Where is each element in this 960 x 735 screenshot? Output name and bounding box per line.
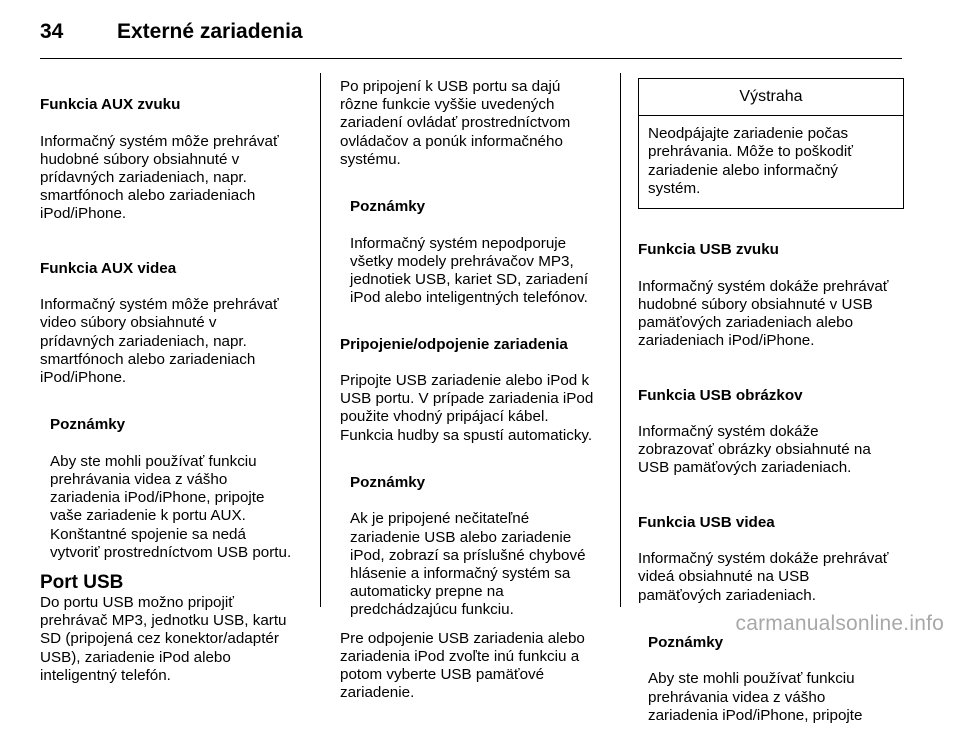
usb-audio-heading: Funkcia USB zvuku: [638, 241, 779, 259]
aux-audio-heading: Funkcia AUX zvuku: [40, 96, 181, 114]
note-text: Informačný systém nepodporuje všetky modely prehrávačov MP3, jednotiek USB, kariet SD, zariadení iPod alebo inteligentných telefónov.: [350, 234, 589, 307]
warning-box: [638, 78, 904, 209]
usb-audio-text: Informačný systém dokáže prehrávať hudobné súbory obsiahnuté v USB pamäťových zariadeniach alebo zariadeniach iPod/iPhone.: [638, 277, 889, 350]
page-header: [40, 18, 902, 58]
usb-video-heading: Funkcia USB videa: [638, 513, 775, 531]
usb-pictures-heading: Funkcia USB obrázkov: [638, 386, 803, 404]
note-heading: Poznámky: [648, 634, 724, 652]
note-text: Aby ste mohli používať funkciu prehrávania videa z vášho zariadenia iPod/iPhone, pripojte vaše zariadenie k portu AUX. Konštantné spojenie sa nedá vytvoriť prostredníctvom USB portu.: [50, 452, 292, 561]
aux-video-heading: Funkcia AUX videa: [40, 259, 177, 277]
usb-support-note: [350, 180, 606, 307]
connect-heading: Pripojenie/odpojenie zariadenia: [340, 335, 568, 353]
note-heading: Poznámky: [50, 416, 126, 434]
usb-pictures-text: Informačný systém dokáže zobrazovať obrázky obsiahnuté na USB pamäťových zariadeniach.: [638, 423, 871, 477]
aux-audio-section: [40, 78, 308, 224]
usb-intro-text: Po pripojení k USB portu sa dajú rôzne funkcie vyššie uvedených zariadení ovládať prostredníctvom ovládačov a ponúk informačného systému.: [340, 78, 571, 168]
note-text: Ak je pripojené nečitateľné zariadenie USB alebo zariadenie iPod, zobrazí sa príslušné chybové hlásenie a informačný systém sa automaticky prepne na predchádzajúcu funkciu.: [350, 510, 586, 619]
note-text: Aby ste mohli používať funkciu prehrávania videa z vášho zariadenia iPod/iPhone, pripojte: [648, 670, 863, 724]
usb-video-section: [638, 496, 904, 605]
watermark: carmanualsonline.info: [735, 612, 944, 635]
column-left: [40, 78, 308, 703]
disconnect-text: Pre odpojenie USB zariadenia alebo zariadenia iPod zvoľte inú funkciu a potom vyberte USB pamäťové zariadenie.: [340, 629, 585, 702]
column-right: [638, 78, 904, 735]
header-divider: [40, 58, 902, 59]
note-heading: Poznámky: [350, 198, 426, 216]
connect-section: [340, 317, 606, 444]
column-divider: [620, 73, 621, 607]
connect-text: Pripojte USB zariadenie alebo iPod k USB portu. V prípade zariadenia iPod použite vhodný pripájací kábel. Funkcia hudby sa spustí automaticky.: [340, 372, 594, 444]
column-divider: [320, 73, 321, 607]
column-middle: [340, 78, 606, 721]
warning-title: Výstraha: [639, 79, 903, 116]
page-title: Externé zariadenia: [117, 20, 303, 43]
warning-text: Neodpájajte zariadenie počas prehrávania. Môže to poškodiť zariadenie alebo informačný systém.: [648, 125, 853, 197]
note-heading: Poznámky: [350, 474, 426, 492]
aux-video-text: Informačný systém môže prehrávať video súbory obsiahnuté v prídavných zariadeniach, napr. smartfónoch alebo zariadeniach iPod/iPhone.: [40, 296, 279, 387]
usb-video-text: Informačný systém dokáže prehrávať videá obsiahnuté na USB pamäťových zariadeniach.: [638, 550, 889, 604]
usb-port-text: Do portu USB možno pripojiť prehrávač MP3, jednotku USB, kartu SD (pripojená cez konektor/adaptér USB), zariadenie iPod alebo inteligentný telefón.: [40, 594, 287, 684]
unreadable-device-note: [350, 456, 606, 620]
aux-video-section: [40, 242, 308, 388]
aux-video-note: [50, 398, 308, 562]
usb-audio-section: [638, 223, 904, 350]
page-number: 34: [40, 20, 64, 43]
aux-audio-text: Informačný systém môže prehrávať hudobné súbory obsiahnuté v prídavných zariadeniach, napr. smartfónoch alebo zariadeniach iPod/iPhone.: [40, 132, 279, 223]
usb-port-heading: Port USB: [40, 572, 124, 594]
usb-pictures-section: [638, 368, 904, 477]
